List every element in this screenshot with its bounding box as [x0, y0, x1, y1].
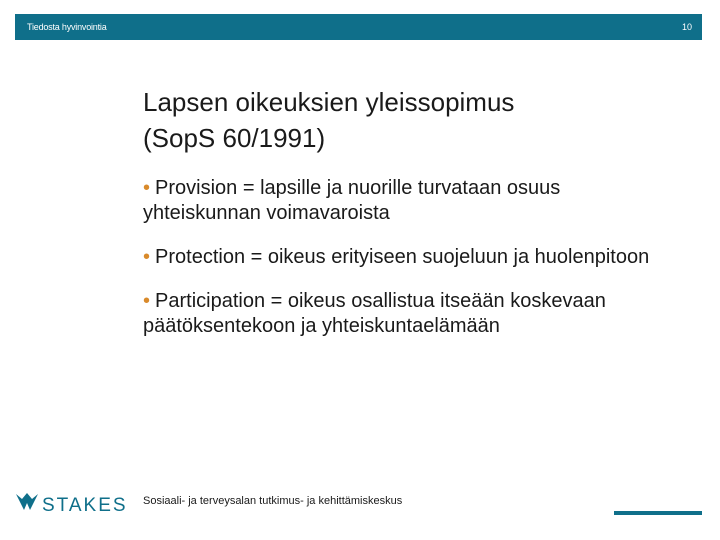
header-bar	[15, 14, 702, 40]
bullet-participation	[143, 289, 683, 339]
bullet-text: Participation = oikeus osallistua itseään koskevaan päätöksentekoon ja yhteiskuntaelämään	[143, 290, 606, 337]
bullet-marker: •	[143, 246, 151, 268]
slide-title	[143, 84, 683, 156]
bullet-marker: •	[143, 290, 151, 312]
bullet-marker: •	[143, 177, 151, 199]
stakes-logo	[15, 490, 128, 516]
footer-organization: Sosiaali- ja terveysalan tutkimus- ja kehittämiskeskus	[143, 495, 403, 507]
logo-wordmark: STAKES	[42, 495, 128, 516]
bullet-text: Protection = oikeus erityiseen suojeluun ja huolenpitoon	[155, 246, 650, 268]
slide-title-line-2: (SopS 60/1991)	[143, 123, 326, 153]
footer-accent-bar	[614, 511, 702, 515]
page-number: 10	[681, 22, 692, 32]
bullet-list	[143, 176, 683, 358]
bullet-text: Provision = lapsille ja nuorille turvataan osuus yhteiskunnan voimavaroista	[143, 177, 561, 224]
header-tagline: Tiedosta hyvinvointia	[27, 22, 107, 32]
bullet-protection	[143, 245, 683, 270]
bullet-provision	[143, 176, 683, 226]
slide-title-line-1: Lapsen oikeuksien yleissopimus	[143, 87, 515, 117]
